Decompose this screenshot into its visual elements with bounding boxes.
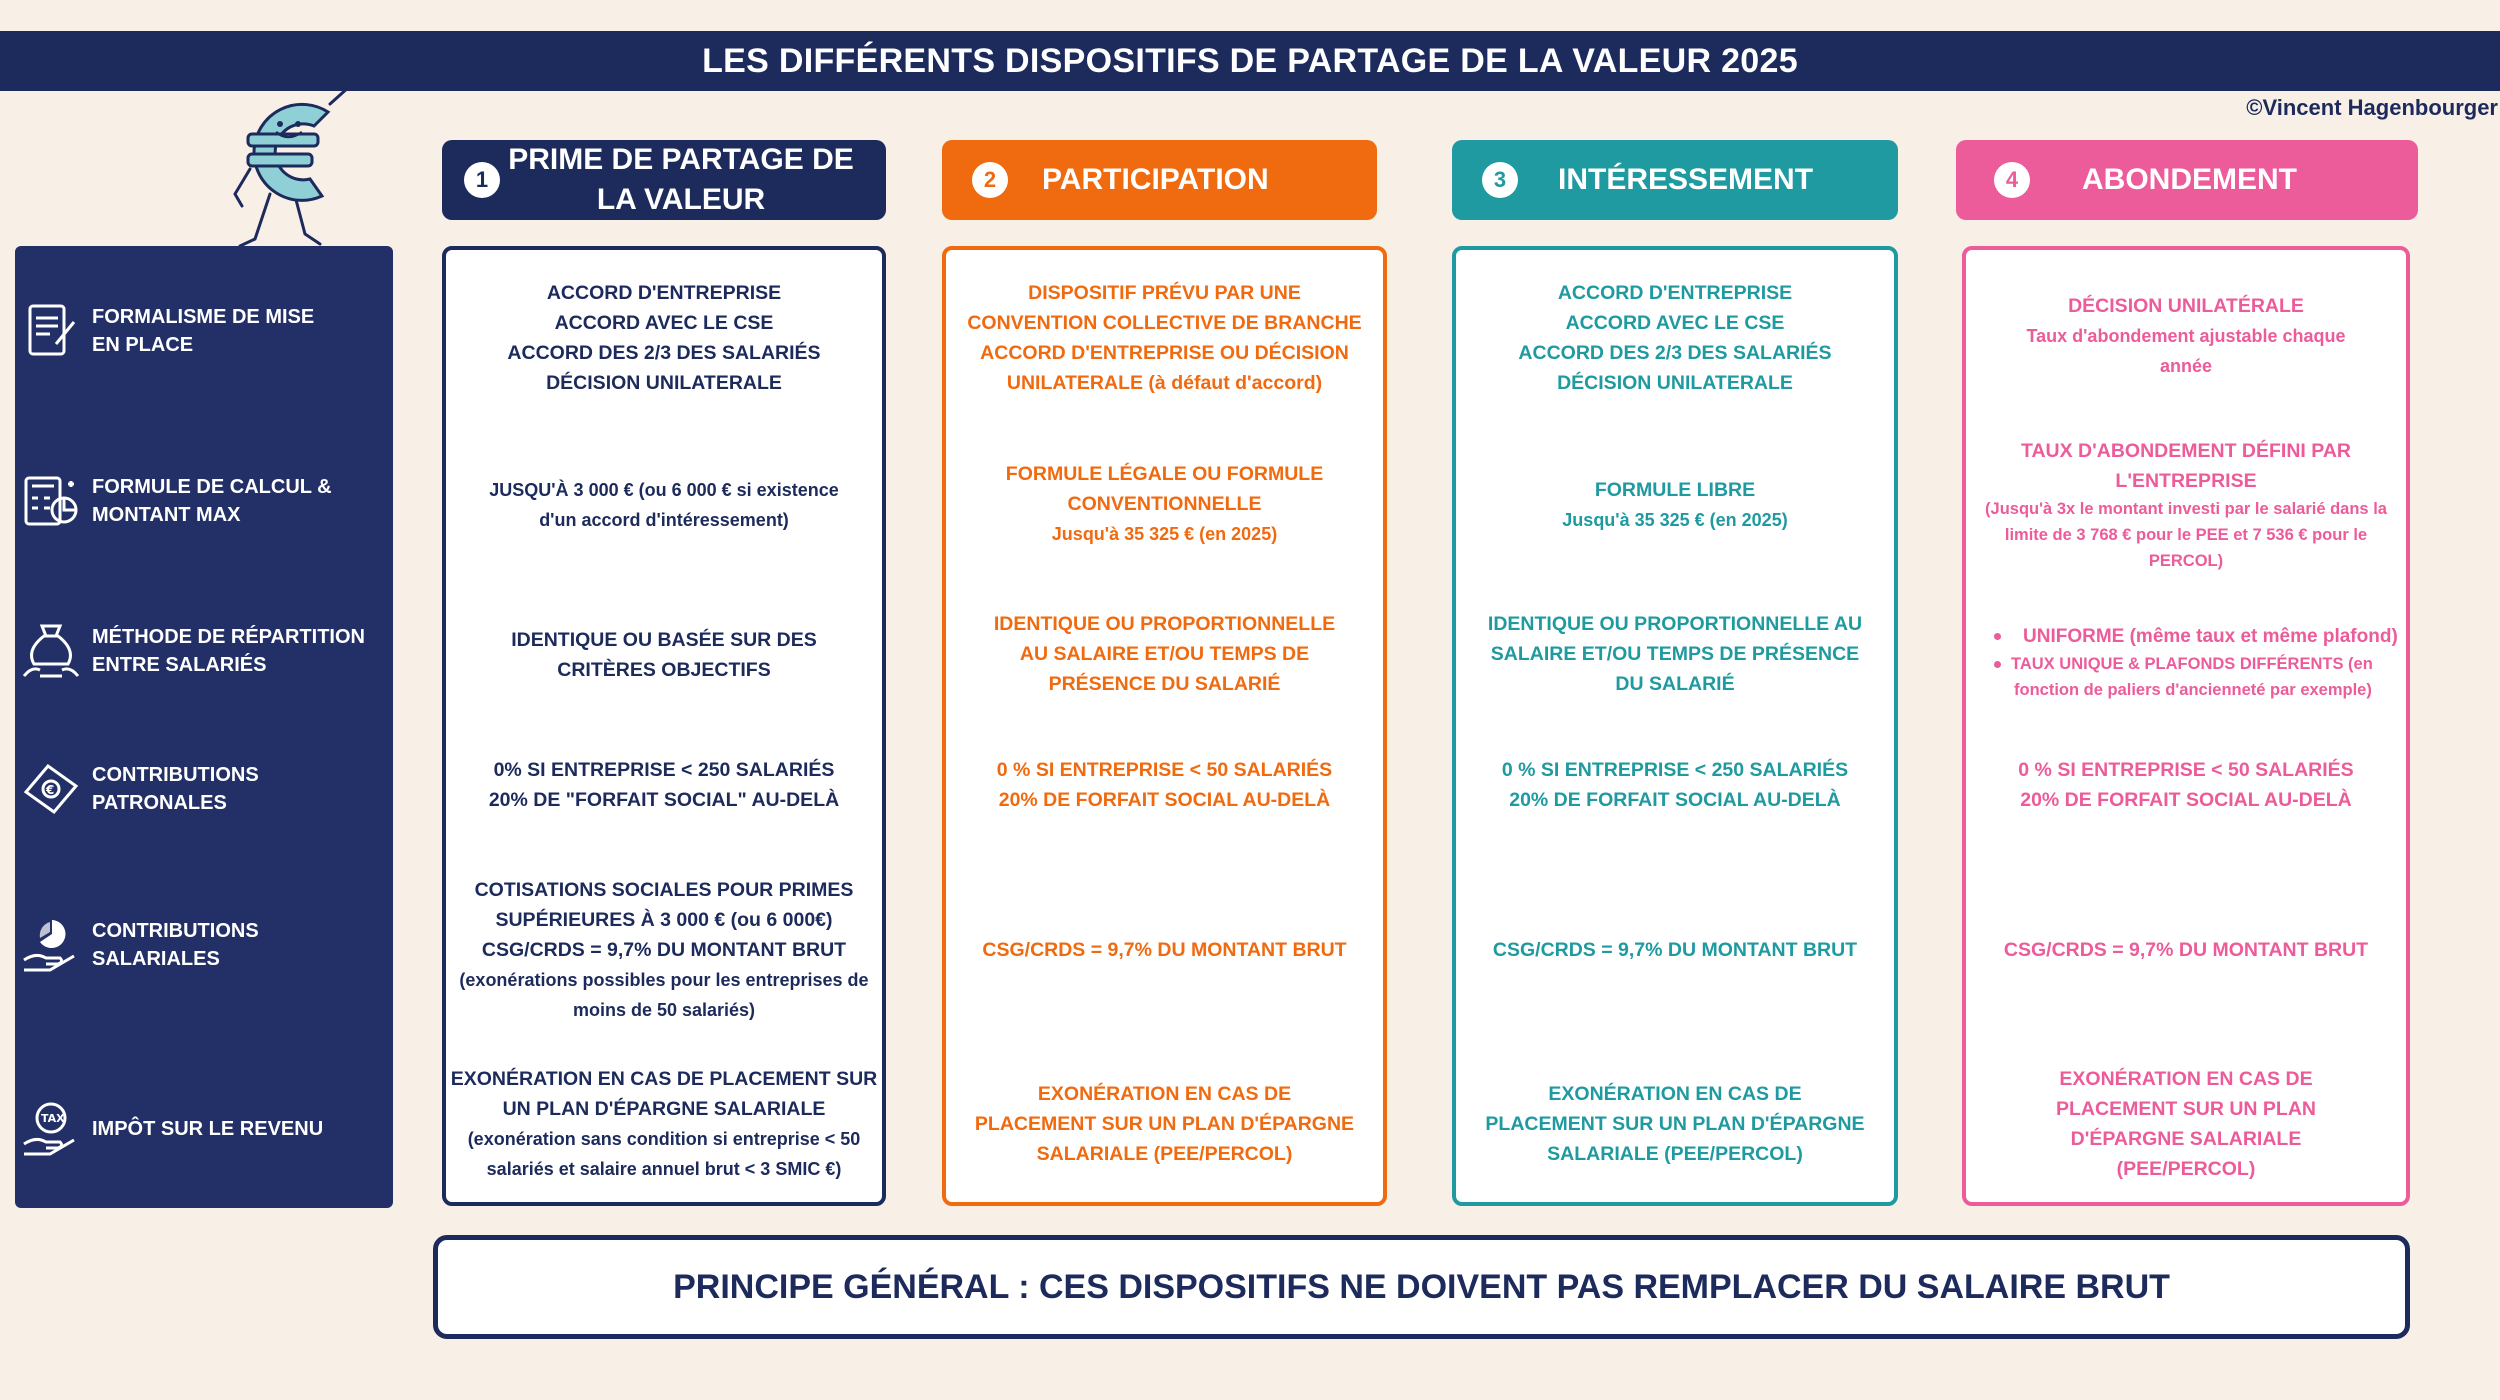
cell-methode: UNIFORME (même taux et même plafond) TAUX UNIQUE & PLAFONDS DIFFÉRENTS (en fonction de paliers d'ancienneté par exemple) [1966, 618, 2406, 708]
column-header-prime [442, 140, 886, 220]
cell-patronales: 0% SI ENTREPRISE < 250 SALARIÉS 20% DE "FORFAIT SOCIAL" AU-DELÀ [488, 759, 840, 811]
criterion-formalisme [0, 300, 378, 362]
criterion-salariales [0, 914, 378, 976]
cell-impot: EXONÉRATION EN CAS DE PLACEMENT SUR UN PLAN D'ÉPARGNE SALARIALE (PEE/PERCOL) [1485, 1083, 1865, 1165]
column-abondement [1962, 246, 2410, 1206]
author-credit: ©Vincent Hagenbourger [2246, 95, 2498, 120]
svg-text:€: € [46, 783, 55, 797]
criterion-formule [0, 470, 378, 532]
cell-methode: IDENTIQUE OU BASÉE SUR DES CRITÈRES OBJECTIFS [511, 629, 817, 681]
cell-formule: TAUX D'ABONDEMENT DÉFINI PAR L'ENTREPRISE (Jusqu'à 3x le montant investi par le salarié dans la limite de 3 768 € pour le PEE et 7 536 € pour le PERCOL) [1985, 440, 2387, 570]
bullet-uniforme: UNIFORME (même taux et même plafond) [1994, 623, 2398, 651]
column-title: ABONDEMENT [2082, 163, 2297, 196]
column-number: 1 [464, 162, 500, 198]
criterion-label: FORMULE DE CALCUL & MONTANT MAX [92, 476, 332, 526]
criterion-label: CONTRIBUTIONS PATRONALES [92, 764, 259, 814]
hand-pie-chart-icon [20, 914, 82, 976]
money-bag-distribution-icon [20, 620, 82, 682]
euro-mascot-icon [210, 74, 380, 254]
cell-impot: EXONÉRATION EN CAS DE PLACEMENT SUR UN PLAN D'ÉPARGNE SALARIALE (exonération sans condition si entreprise < 50 salariés et salaire annuel brut < 3 SMIC €) [450, 1068, 878, 1179]
cell-patronales: 0 % SI ENTREPRISE < 250 SALARIÉS 20% DE FORFAIT SOCIAL AU-DELÀ [1501, 759, 1849, 811]
criterion-impot [0, 1098, 378, 1160]
calculator-chart-icon [20, 470, 82, 532]
cell-formalisme: DISPOSITIF PRÉVU PAR UNE CONVENTION COLLECTIVE DE BRANCHE ACCORD D'ENTREPRISE OU DÉCISION UNILATERALE (à défaut d'accord) [967, 282, 1362, 394]
bullet-taux-unique: TAUX UNIQUE & PLAFONDS DIFFÉRENTS (en [1994, 651, 2373, 677]
criterion-label: FORMALISME DE MISE EN PLACE [92, 306, 315, 356]
criterion-label: MÉTHODE DE RÉPARTITION ENTRE SALARIÉS [92, 626, 365, 676]
cell-formalisme: ACCORD D'ENTREPRISE ACCORD AVEC LE CSE ACCORD DES 2/3 DES SALARIÉS DÉCISION UNILATERALE [1518, 282, 1832, 394]
column-title: PRIME DE PARTAGE DE LA VALEUR [508, 143, 854, 216]
cell-salariales: CSG/CRDS = 9,7% DU MONTANT BRUT [1492, 939, 1858, 961]
criteria-sidebar [15, 246, 393, 1208]
cell-patronales: 0 % SI ENTREPRISE < 50 SALARIÉS 20% DE FORFAIT SOCIAL AU-DELÀ [996, 759, 1333, 811]
cell-formule: FORMULE LÉGALE OU FORMULE CONVENTIONNELLE Jusqu'à 35 325 € (en 2025) [1005, 463, 1324, 544]
cell-salariales: COTISATIONS SOCIALES POUR PRIMES SUPÉRIEURES À 3 000 € (ou 6 000€) CSG/CRDS = 9,7% DU MONTANT BRUT (exonérations possibles pour les entreprises de moins de 50 salariés) [459, 879, 869, 1020]
criterion-label: CONTRIBUTIONS SALARIALES [92, 920, 259, 970]
cell-impot: EXONÉRATION EN CAS DE PLACEMENT SUR UN PLAN D'ÉPARGNE SALARIALE (PEE/PERCOL) [2055, 1068, 2316, 1180]
column-participation [942, 246, 1387, 1206]
column-header-participation [942, 140, 1377, 220]
euro-banknote-icon [20, 758, 82, 820]
tax-text: TAX [41, 1112, 65, 1125]
cell-methode: IDENTIQUE OU PROPORTIONNELLE AU SALAIRE ET/OU TEMPS DE PRÉSENCE DU SALARIÉ [1487, 613, 1863, 695]
general-principle-banner: PRINCIPE GÉNÉRAL : CES DISPOSITIFS NE DOIVENT PAS REMPLACER DU SALAIRE BRUT [433, 1235, 2410, 1339]
column-header-interessement [1452, 140, 1898, 220]
column-prime-partage [442, 246, 886, 1206]
criterion-label: IMPÔT SUR LE REVENU [92, 1118, 324, 1140]
cell-formalisme: DÉCISION UNILATÉRALE Taux d'abondement ajustable chaque année [2026, 295, 2346, 376]
cell-salariales: CSG/CRDS = 9,7% DU MONTANT BRUT [982, 939, 1347, 961]
cell-patronales: 0 % SI ENTREPRISE < 50 SALARIÉS 20% DE FORFAIT SOCIAL AU-DELÀ [2018, 759, 2354, 811]
column-title: PARTICIPATION [1042, 163, 1269, 196]
cell-formalisme: ACCORD D'ENTREPRISE ACCORD AVEC LE CSE ACCORD DES 2/3 DES SALARIÉS DÉCISION UNILATERALE [507, 282, 821, 394]
column-number: 3 [1482, 162, 1518, 198]
column-title: INTÉRESSEMENT [1558, 163, 1814, 196]
column-header-abondement [1956, 140, 2418, 220]
column-number: 2 [972, 162, 1008, 198]
cell-impot: EXONÉRATION EN CAS DE PLACEMENT SUR UN PLAN D'ÉPARGNE SALARIALE (PEE/PERCOL) [974, 1083, 1355, 1165]
column-number: 4 [1994, 162, 2030, 198]
hand-tax-icon [20, 1098, 82, 1160]
cell-methode: IDENTIQUE OU PROPORTIONNELLE AU SALAIRE ET/OU TEMPS DE PRÉSENCE DU SALARIÉ [993, 613, 1336, 695]
criterion-patronales [0, 758, 378, 820]
page-title: LES DIFFÉRENTS DISPOSITIFS DE PARTAGE DE LA VALEUR 2025 [0, 31, 2500, 91]
criterion-methode [0, 620, 378, 682]
contract-sign-icon [20, 300, 82, 362]
cell-formule: JUSQU'À 3 000 € (ou 6 000 € si existence d'un accord d'intéressement) [489, 480, 839, 530]
column-interessement [1452, 246, 1898, 1206]
cell-salariales: CSG/CRDS = 9,7% DU MONTANT BRUT [2003, 939, 2369, 961]
cell-formule: FORMULE LIBRE Jusqu'à 35 325 € (en 2025) [1562, 479, 1788, 530]
